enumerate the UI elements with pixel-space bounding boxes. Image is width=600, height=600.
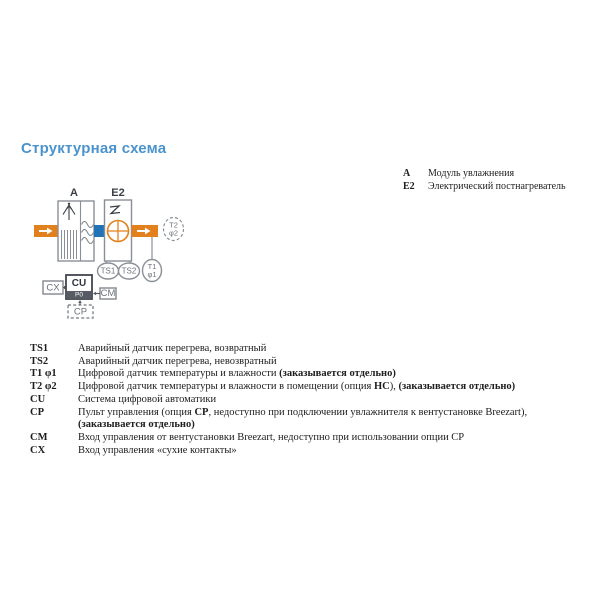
legend-row <box>30 368 576 381</box>
sensor-t2-label: T2 <box>169 220 178 230</box>
cx-label: CX <box>46 282 60 294</box>
inlet-duct <box>34 225 58 237</box>
module-legend-item <box>403 181 566 194</box>
structural-diagram <box>30 183 190 328</box>
legend-term: CX <box>30 444 46 456</box>
legend-row <box>30 432 576 445</box>
cp-label: CP <box>73 306 88 318</box>
sensor-ts1 <box>98 261 119 279</box>
arrow-left-icon <box>93 292 96 296</box>
humidifier-module-label: А <box>70 187 78 199</box>
legend-desc: Аварийный датчик перегрева, невозвратный <box>78 355 277 367</box>
legend-desc: Пульт управления (опция СР, недоступно при подключении увлажнителя к вентустановке Breezart), (заказывается отдельно) <box>78 406 528 431</box>
cx-input-box <box>43 281 67 294</box>
cm-label: CM <box>100 288 116 299</box>
module-legend-item <box>403 168 566 181</box>
legend-desc: Аварийный датчик перегрева, возвратный <box>78 343 267 354</box>
sensor-ts1-label: TS1 <box>100 266 116 276</box>
sensor-t2-sublabel: φ2 <box>168 228 179 238</box>
module-legend <box>403 168 566 193</box>
module-legend-desc: Модуль увлажнения <box>428 168 515 179</box>
sensor-ts2 <box>119 261 140 279</box>
legend-term: T2 φ2 <box>30 381 57 393</box>
legend-row <box>30 356 576 369</box>
module-legend-term: Е2 <box>403 180 415 192</box>
legend-desc: Цифровой датчик температуры и влажности (заказывается отдельно) <box>78 368 396 380</box>
legend-row <box>30 445 576 458</box>
cp-panel-box <box>68 300 93 318</box>
intermediate-duct <box>94 225 105 237</box>
sensor-t1-label: T1 <box>147 262 157 271</box>
legend-desc: Цифровой датчик температуры и влажности в помещении (опция НС), (заказывается отдельно) <box>78 381 516 393</box>
legend-row <box>30 381 576 394</box>
cu-label: CU <box>71 278 87 289</box>
cm-input-box <box>93 288 116 299</box>
sensor-t1-sublabel: φ1 <box>147 270 157 279</box>
legend-term: CU <box>30 393 46 405</box>
legend-term: TS1 <box>30 343 49 354</box>
legend-term: CP <box>30 406 44 418</box>
component-legend <box>30 343 576 457</box>
outlet-duct <box>132 225 159 237</box>
module-legend-term: А <box>403 168 411 179</box>
legend-term: TS2 <box>30 355 49 367</box>
legend-row <box>30 394 576 407</box>
legend-row <box>30 407 576 432</box>
humidifier-module-box <box>58 201 94 261</box>
sensor-ts2-label: TS2 <box>121 266 137 276</box>
cu-control-unit-box <box>66 275 92 299</box>
legend-term: T1 φ1 <box>30 368 57 380</box>
legend-term: CM <box>30 431 48 443</box>
legend-desc: Вход управления «сухие контакты» <box>78 444 237 456</box>
legend-desc: Вход управления от вентустановки Breezart, недоступно при использовании опции СР <box>78 431 465 443</box>
legend-desc: Система цифровой автоматики <box>78 393 217 405</box>
page-title: Структурная схема <box>21 140 167 157</box>
arrow-up-icon <box>78 300 82 303</box>
heater-circle-icon <box>108 221 129 242</box>
sensor-t2 <box>164 218 184 241</box>
module-legend-desc: Электрический постнагреватель <box>428 180 566 192</box>
sensor-t1 <box>143 237 162 282</box>
heater-box <box>105 200 132 261</box>
p0-label: P0 <box>75 291 83 299</box>
heater-label: Е2 <box>111 187 125 199</box>
legend-row <box>30 343 576 356</box>
